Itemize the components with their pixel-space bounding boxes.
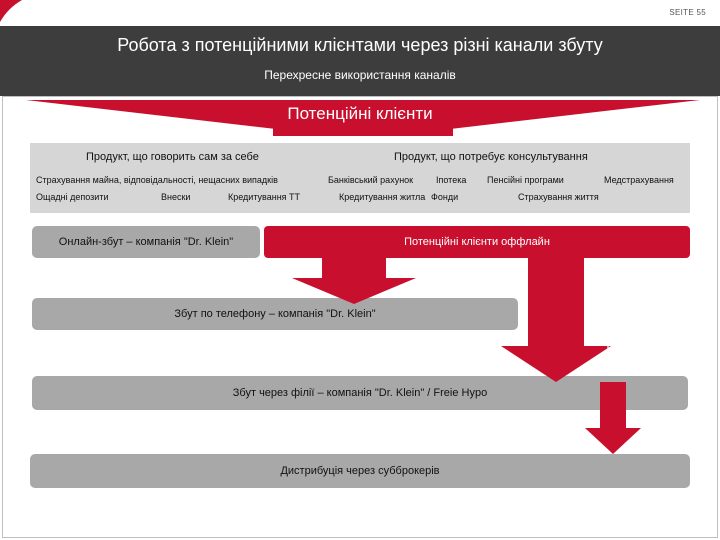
- consulting-title: Продукт, що потребує консультування: [394, 151, 588, 163]
- page-subtitle: Перехресне використання каналів: [264, 68, 456, 82]
- product-item: Страхування життя: [518, 192, 599, 202]
- page-number: SEITE 55: [669, 8, 706, 17]
- product-item: Банківський рахунок: [328, 175, 414, 185]
- product-item: Кредитування ТТ: [228, 192, 301, 202]
- product-item: Фонди: [431, 192, 459, 202]
- product-item: Страхування майна, відповідальності, нещасних випадків: [36, 175, 278, 185]
- self-selling-title: Продукт, що говорить сам за себе: [86, 151, 259, 163]
- arrow-to-brokers: [585, 382, 641, 454]
- bracket-mark: [608, 342, 624, 357]
- arrow-to-phone: [292, 258, 416, 304]
- product-item: Іпотека: [436, 175, 467, 185]
- phone-channel-box: Збут по телефону – компанія "Dr. Klein": [32, 298, 518, 330]
- branch-channel-box: Збут через філії – компанія "Dr. Klein" / Freie Hypo: [32, 376, 688, 410]
- offline-leads-box: Потенційні клієнти оффлайн: [264, 226, 690, 258]
- product-item: Медстрахування: [604, 175, 674, 185]
- product-item: Пенсійні програми: [487, 175, 564, 185]
- broker-channel-box: Дистрибуція через субброкерів: [30, 454, 690, 488]
- arrow-to-branches: [501, 258, 611, 382]
- product-item: Ощадні депозити: [36, 192, 109, 202]
- page-title: Робота з потенційними клієнтами через різні канали збуту: [117, 35, 603, 55]
- funnel-label: Потенційні клієнти: [287, 104, 433, 123]
- product-item: Кредитування житла: [339, 192, 426, 202]
- online-channel-box: Онлайн-збут – компанія "Dr. Klein": [32, 226, 260, 258]
- product-item: Внески: [161, 192, 191, 202]
